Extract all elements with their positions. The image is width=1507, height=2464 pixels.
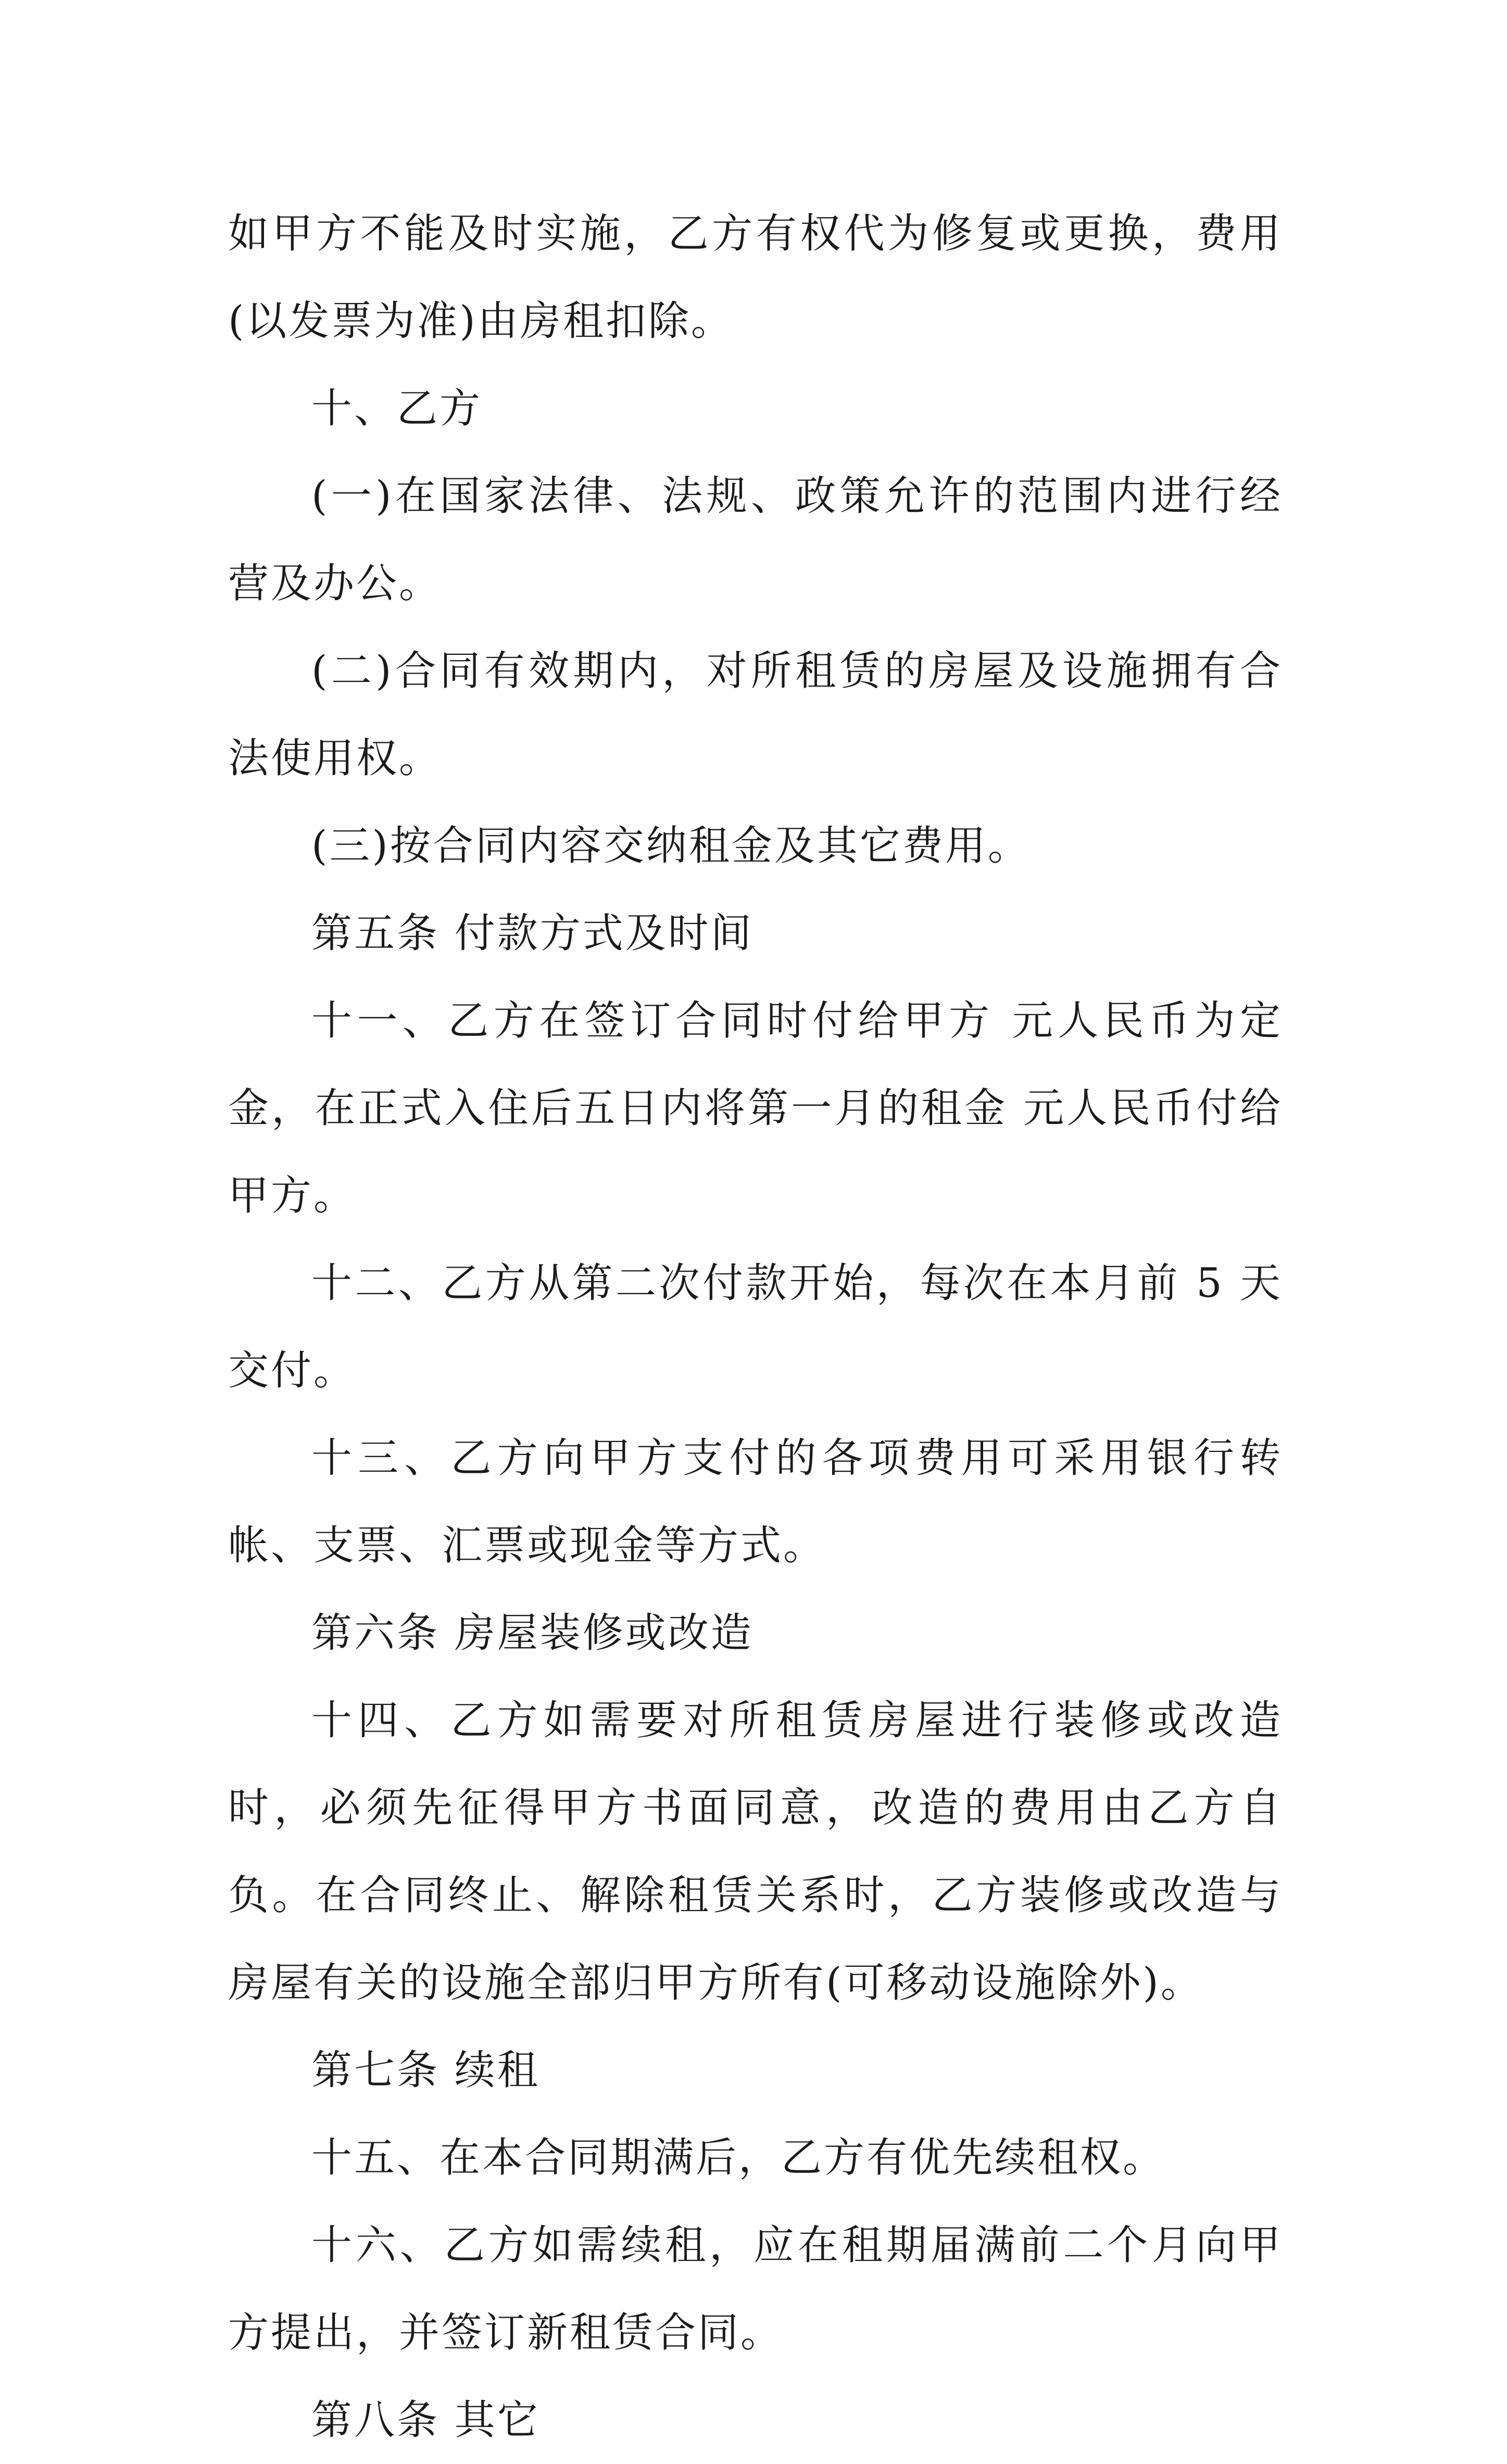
article-5-heading: 第五条 付款方式及时间	[311, 910, 753, 957]
clause-10-item-1: (一)在国家法律、法规、政策允许的范围内进行经营及办公。	[228, 473, 1283, 607]
clause-15: 十五、在本合同期满后，乙方有优先续租权。	[311, 2134, 1166, 2181]
article-6-heading: 第六条 房屋装修或改造	[311, 1610, 753, 1657]
clause-14: 十四、乙方如需要对所租赁房屋进行装修或改造时，必须先征得甲方书面同意，改造的费用由乙方自负。在合同终止、解除租赁关系时，乙方装修或改造与房屋有关的设施全部归甲方所有(可移动设施除外)。	[228, 1697, 1283, 2006]
clause-16: 十六、乙方如需续租，应在租期届满前二个月向甲方提出，并签订新租赁合同。	[228, 2222, 1283, 2356]
document-body	[228, 190, 1283, 2464]
clause-13: 十三、乙方向甲方支付的各项费用可采用银行转帐、支票、汇票或现金等方式。	[228, 1435, 1283, 1569]
article-7-heading: 第七条 续租	[311, 2047, 540, 2094]
clause-10-heading: 十、乙方	[311, 385, 483, 432]
clause-12: 十二、乙方从第二次付款开始，每次在本月前 5 天交付。	[228, 1260, 1283, 1394]
clause-10-item-2: (二)合同有效期内，对所租赁的房屋及设施拥有合法使用权。	[228, 648, 1283, 782]
paragraph-continuation: 如甲方不能及时实施，乙方有权代为修复或更换，费用(以发票为准)由房租扣除。	[228, 210, 1283, 345]
clause-10-item-3: (三)按合同内容交纳租金及其它费用。	[311, 823, 1031, 869]
clause-11: 十一、乙方在签订合同时付给甲方 元人民币为定金，在正式入住后五日内将第一月的租金 元人民币付给甲方。	[228, 997, 1283, 1219]
article-8-heading: 第八条 其它	[311, 2397, 540, 2444]
